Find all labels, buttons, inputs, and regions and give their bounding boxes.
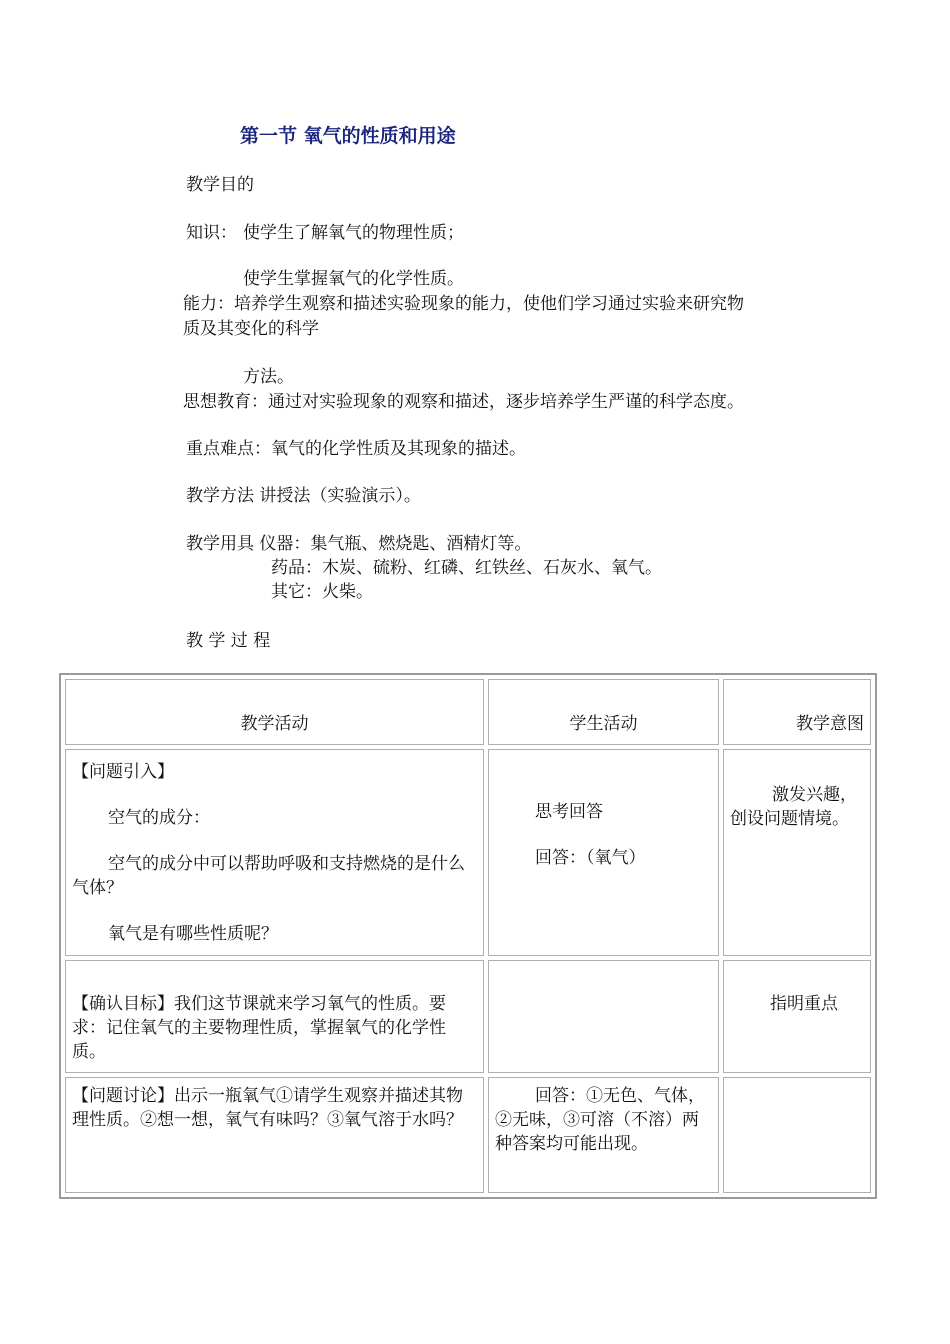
knowledge-line-1: 使学生了解氧气的物理性质； [243,223,464,243]
process-heading: 教 学 过 程 [186,631,271,651]
row3-teacher-text: 【问题讨论】出示一瓶氧气①请学生观察并描述其物理性质。②想一想，氧气有味吗？③氧气溶于水吗？ [72,1086,463,1130]
objectives-heading: 教学目的 [186,175,254,195]
row2-intent-text: 指明重点 [770,994,838,1014]
row3-student-cell [488,1077,719,1193]
table-header-row [65,679,871,745]
row1-teacher-line: 空气的成分中可以帮助呼吸和支持燃烧的是什么气体？ [72,854,465,898]
page-title: 第一节 氧气的性质和用途 [240,125,456,147]
row1-intent-line: 创设问题情境。 [730,809,849,829]
row2-teacher-cell [65,960,484,1073]
row1-teacher-line: 氧气是有哪些性质呢？ [108,924,278,944]
row1-student-line: 思考回答 [535,802,603,822]
key-points: 重点难点：氧气的化学性质及其现象的描述。 [186,439,526,459]
row1-student-line: 回答：（氧气） [535,848,646,868]
tools-line-3: 其它：火柴。 [271,582,373,602]
table-row [65,749,871,956]
ability-line-3: 方法。 [243,367,294,387]
teaching-method: 教学方法 讲授法（实验演示）。 [186,486,421,506]
process-table [59,673,877,1199]
row1-teacher-line: 空气的成分： [108,808,210,828]
row2-student-cell [488,960,719,1073]
row3-student-text: 回答：①无色、气体，②无味，③可溶（不溶）两种答案均可能出现。 [495,1086,705,1154]
tools-line-2: 药品：木炭、硫粉、红磷、红铁丝、石灰水、氧气。 [271,558,662,578]
knowledge-line-2: 使学生掌握氧气的化学性质。 [243,269,464,289]
row1-intent-cell [723,749,871,956]
row2-teacher-text: 【确认目标】我们这节课就来学习氧气的性质。要求：记住氧气的主要物理性质，掌握氧气的化学性质。 [72,994,446,1062]
header-student-activity [488,679,719,745]
header-teacher-activity [65,679,484,745]
ability-line-2: 质及其变化的科学 [183,319,319,339]
table-row [65,960,871,1073]
row1-student-cell [488,749,719,956]
row1-teacher-cell [65,749,484,956]
tools-line-1: 教学用具 仪器：集气瓶、燃烧匙、酒精灯等。 [186,534,532,554]
ideology-line: 思想教育：通过对实验现象的观察和描述，逐步培养学生严谨的科学态度。 [183,392,744,412]
row1-teacher-line: 【问题引入】 [72,762,174,782]
header-intent [723,679,871,745]
row3-teacher-cell [65,1077,484,1193]
knowledge-label: 知识： [186,223,237,243]
row2-intent-cell [723,960,871,1073]
header-intent-label: 教学意图 [796,714,864,734]
header-teacher-label: 教学活动 [240,714,309,734]
ability-line-1: 能力：培养学生观察和描述实验现象的能力，使他们学习通过实验来研究物 [183,294,744,314]
header-student-label: 学生活动 [569,714,638,734]
row3-intent-cell [723,1077,871,1193]
table-row [65,1077,871,1193]
row1-intent-line: 激发兴趣， [772,785,857,805]
